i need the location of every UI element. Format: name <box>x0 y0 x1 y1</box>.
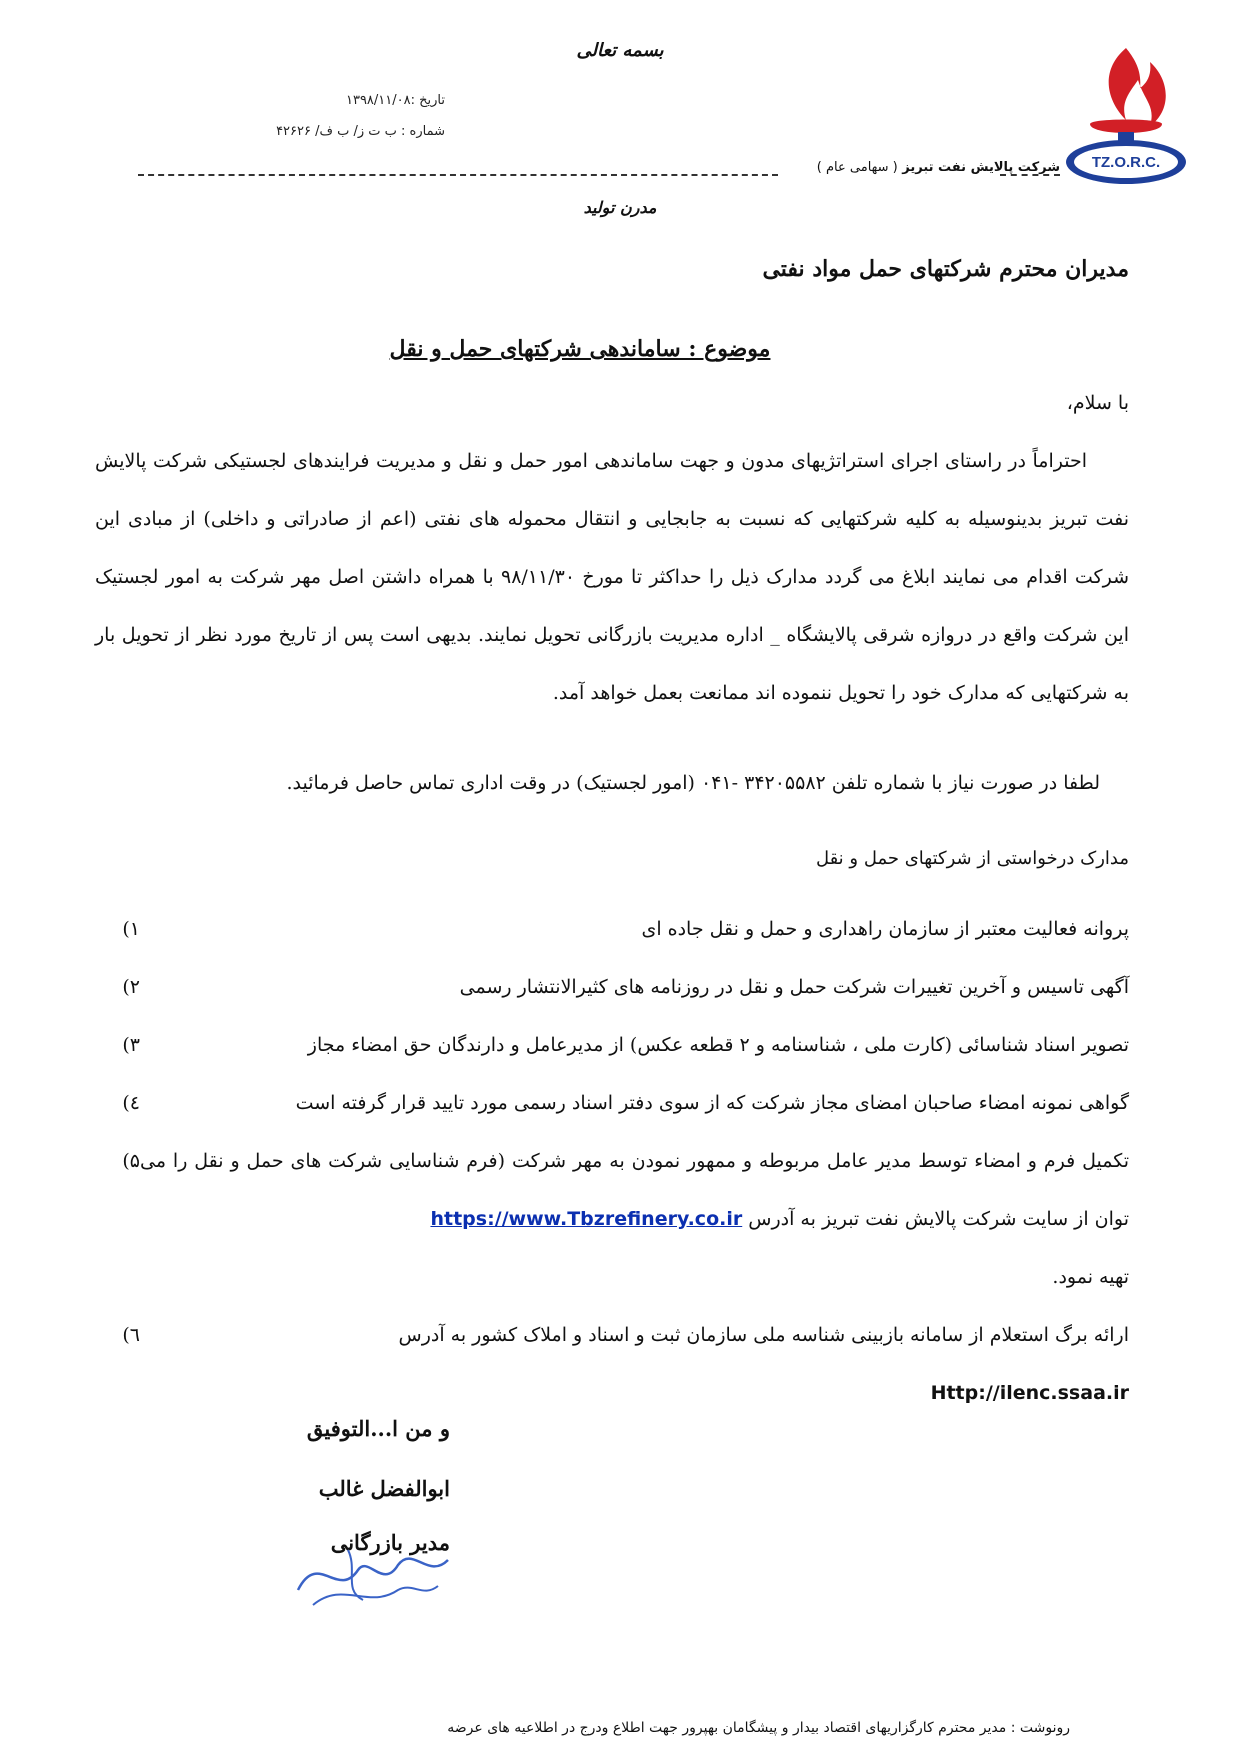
handwritten-signature <box>288 1520 458 1620</box>
bismillah-heading: بسمه تعالی <box>576 40 664 61</box>
greeting: با سلام، <box>1066 392 1129 414</box>
list-item <box>95 1132 1129 1306</box>
letter-number: شماره : ب ت ز/ ب ف/ ۴۲۶۲۶ <box>276 124 445 139</box>
documents-list <box>95 900 1129 1422</box>
company-type: ( سهامی عام ) <box>816 160 898 175</box>
list-text: تصویر اسناد شناسائی (کارت ملی ، شناسنامه و ۲ قطعه عکس) از مدیرعامل و دارندگان حق امضاء مجاز <box>307 1034 1129 1056</box>
body-paragraph: احتراماً در راستای اجرای استراتژیهای مدون و جهت ساماندهی امور حمل و نقل و مدیریت فرایندهای لجستیکی شرکت پالایش نفت تبریز بدینوسیله به کلیه شرکتهایی که نسبت به جابجایی و انتقال محموله های نفتی (اعم از صادراتی و داخلی) از مبادی این شرکت اقدام می نمایند ابلاغ می گردد مدارک ذیل را حداکثر تا مورخ ۹۸/۱۱/۳۰ با همراه داشتن اصل مهر شرکت به امور لجستیک این شرکت واقع در دروازه شرقی پالایشگاه _ اداره مدیریت بازرگانی تحویل نمایند. بدیهی است پس از تاریخ مورد نظر از تحویل بار به شرکتهایی که مدارک خود را تحویل ننموده اند ممانعت بعمل خواهد آمد. <box>95 450 1130 704</box>
list-item <box>95 1016 1129 1074</box>
letter-body <box>95 432 1129 722</box>
contact-line: لطفا در صورت نیاز با شماره تلفن ۳۴۲۰۵۵۸۲ -۰۴۱ (امور لجستیک) در وقت اداری تماس حاصل فرمائید. <box>286 772 1100 794</box>
list-text: گواهی نمونه امضاء صاحبان امضای مجاز شرکت که از سوی دفتر اسناد رسمی مورد تایید قرار گرفته است <box>295 1092 1129 1114</box>
signer-name: ابوالفضل غالب <box>318 1476 450 1501</box>
logo-text: TZ.O.R.C. <box>1091 154 1161 171</box>
list-text <box>140 1132 1129 1306</box>
list-text-tail: تهیه نمود. <box>1052 1266 1129 1288</box>
company-name-text: شرکت پالایش نفت تبریز <box>902 160 1060 175</box>
list-item <box>95 1306 1129 1422</box>
list-item <box>95 958 1129 1016</box>
subject-line: موضوع : ساماندهی شرکتهای حمل و نقل <box>389 336 771 362</box>
handwritten-note: مدرن تولید <box>583 198 657 217</box>
ilenc-website-link[interactable]: Http://ilenc.ssaa.ir <box>930 1382 1129 1404</box>
header-divider-short <box>1000 174 1060 176</box>
list-number: ٤) <box>122 1092 140 1114</box>
list-number: ۲) <box>122 976 140 998</box>
list-item <box>95 900 1129 958</box>
list-number: ۵) <box>122 1150 140 1172</box>
signer-title: مدیر بازرگانی <box>330 1530 450 1555</box>
recipient-line: مدیران محترم شرکتهای حمل مواد نفتی <box>762 256 1129 282</box>
company-name <box>790 160 1060 175</box>
header-divider <box>138 174 778 176</box>
list-number: ٦) <box>122 1324 140 1346</box>
flame-icon <box>1109 48 1166 126</box>
list-item <box>95 1074 1129 1132</box>
list-text: آگهی تاسیس و آخرین تغییرات شرکت حمل و نقل در روزنامه های کثیرالانتشار رسمی <box>459 976 1129 998</box>
list-number: ۳) <box>122 1034 140 1056</box>
letter-date: تاریخ :۱۳۹۸/۱۱/۰۸ <box>345 93 445 108</box>
carbon-copy-line: رونوشت : مدیر محترم کارگزاریهای اقتصاد بیدار و پیشگامان بهپرور جهت اطلاع ودرج در اطلاعیه های عرضه <box>447 1720 1070 1736</box>
list-text <box>140 1306 1129 1422</box>
list-text-main: ارائه برگ استعلام از سامانه بازبینی شناسه ملی سازمان ثبت و اسناد و املاک کشور به آدرس <box>398 1324 1129 1346</box>
documents-title: مدارک درخواستی از شرکتهای حمل و نقل <box>815 848 1129 869</box>
closing-phrase: و من ا...التوفیق <box>306 1416 450 1441</box>
company-logo <box>1060 40 1192 190</box>
list-number: ۱) <box>122 918 140 940</box>
list-text: پروانه فعالیت معتبر از سازمان راهداری و حمل و نقل جاده ای <box>641 918 1129 940</box>
list-text-main: تکمیل فرم و امضاء توسط مدیر عامل مربوطه و ممهور نمودن به مهر شرکت (فرم شناسایی شرکت های حمل و نقل را می توان از سایت شرکت پالایش نفت تبریز به آدرس <box>140 1150 1129 1230</box>
refinery-website-link[interactable]: https://www.Tbzrefinery.co.ir <box>430 1208 743 1230</box>
